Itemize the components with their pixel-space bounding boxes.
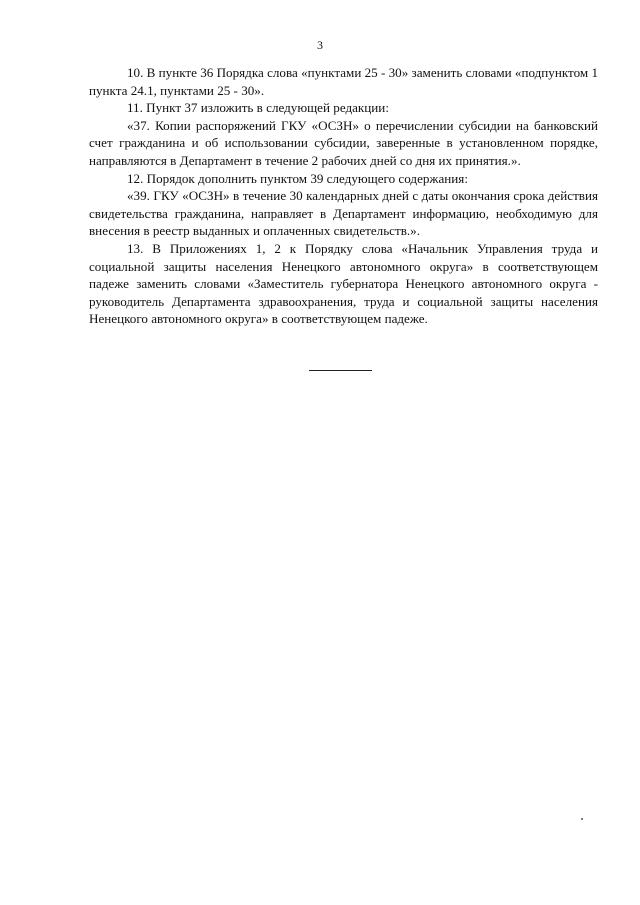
paragraph-item-12: 12. Порядок дополнить пунктом 39 следующего содержания: [127,170,468,186]
paragraph-item-11: 11. Пункт 37 изложить в следующей редакции: [127,100,389,116]
paragraph-item-10: 10. В пункте 36 Порядка слова «пунктами 25 - 30» заменить словами «подпунктом 1 пункта 24.1, пунктами 25 - 30». [89,65,598,98]
paragraph-item-13: 13. В Приложениях 1, 2 к Порядку слова «Начальник Управления труда и социальной защиты населения Ненецкого автономного округа» в соответствующем падеже заменить словами «Заместитель губернатора Ненецкого автономного округа - руководитель Департамента здравоохранения, труда и социальной защиты населения Ненецкого автономного округа» в соответствующем падеже. [89,240,598,327]
closing-divider [309,370,372,371]
paragraph-item-39-text: «39. ГКУ «ОСЗН» в течение 30 календарных дней с даты окончания срока действия свидетельства гражданина, направляет в Департамент информацию, необходимую для внесения в реестр выданных и оплаченных свидетельств.». [89,188,598,239]
scan-artifact-dot [581,818,583,820]
paragraph-item-37-text: «37. Копии распоряжений ГКУ «ОСЗН» о перечислении субсидии на банковский счет гражданина и об использовании субсидии, заверенные в установленном порядке, направляются в Департамент в течение 2 рабочих дней со дня их принятия.». [89,117,598,168]
document-body [89,64,598,328]
page-number: 3 [317,38,323,52]
